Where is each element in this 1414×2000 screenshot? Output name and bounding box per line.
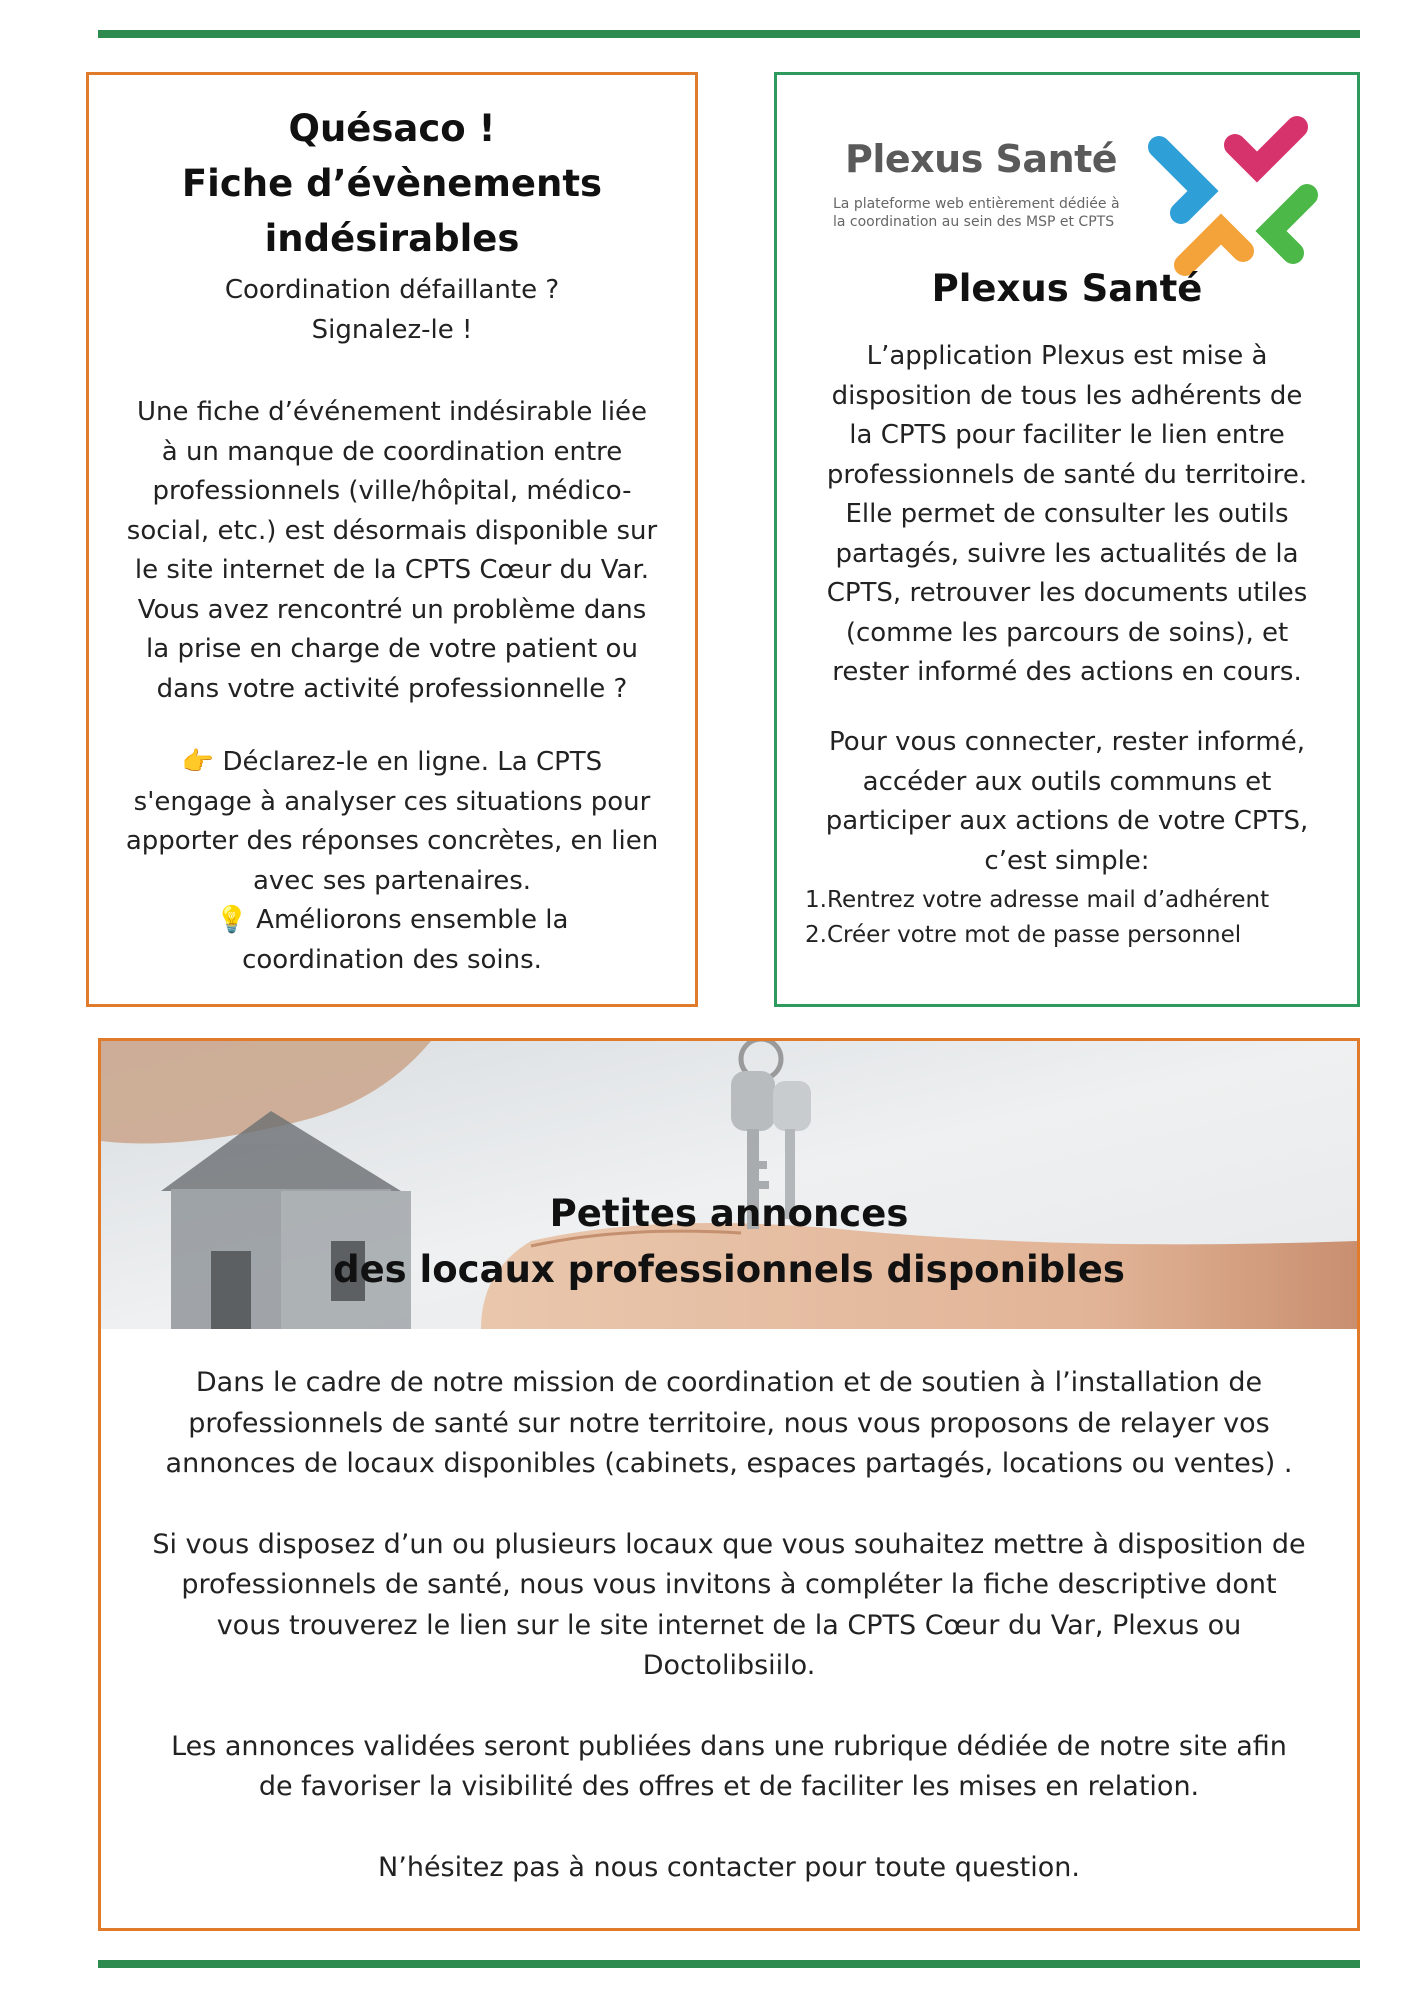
adverse-event-cta: [97, 743, 687, 980]
property-ads-text: [109, 1363, 1349, 1928]
body-line: professionnels de santé du territoire.: [826, 459, 1308, 490]
banner-title: [101, 1186, 1357, 1298]
body-line: la CPTS pour faciliter le lien entre: [849, 420, 1285, 450]
body-line: Une fiche d’événement indésirable liée: [136, 397, 648, 427]
top-green-rule: [98, 30, 1360, 38]
adverse-event-title: [89, 101, 695, 266]
body-line: N’hésitez pas à nous contacter pour toute question.: [378, 1851, 1080, 1883]
cta-line: avec ses partenaires.: [252, 865, 532, 896]
body-line: accéder aux outils communs et: [862, 766, 1272, 797]
body-line: disposition de tous les adhérents de: [831, 380, 1303, 411]
cta-line: apporter des réponses concrètes, en lien: [125, 826, 659, 856]
adverse-event-subtitle: [89, 271, 695, 350]
body-line: Dans le cadre de notre mission de coordination et de soutien à l’installation de: [195, 1367, 1263, 1398]
step-item: [805, 883, 1347, 918]
logo-tagline: [833, 195, 1120, 231]
body-line: Doctolibsiilo.: [642, 1650, 816, 1681]
body-line: partagés, suivre les actualités de la: [835, 538, 1299, 569]
title-line: indésirables: [264, 217, 520, 260]
step-number: 2.: [805, 922, 827, 948]
plexus-logo: [803, 95, 1323, 245]
title-line: Fiche d’évènements: [181, 162, 603, 205]
title-line: Quésaco !: [288, 107, 496, 150]
body-line: Pour vous connecter, rester informé,: [829, 727, 1305, 757]
body-line: c’est simple:: [984, 845, 1150, 876]
body-line: Les annonces validées seront publiées dans une rubrique dédiée de notre site afin: [171, 1730, 1287, 1762]
subtitle-line: Signalez-le !: [311, 314, 473, 345]
body-line: (comme les parcours de soins), et: [845, 617, 1289, 648]
body-line: le site internet de la CPTS Cœur du Var.: [134, 555, 650, 585]
body-line: rester informé des actions en cours.: [832, 657, 1302, 687]
body-line: dans votre activité professionnelle ?: [156, 673, 628, 704]
step-item: [805, 918, 1347, 953]
paragraph: [109, 1525, 1349, 1687]
logo-wordmark: Plexus Santé: [845, 137, 1118, 181]
body-line: annonces de locaux disponibles (cabinets, espaces partagés, locations ou ventes) .: [165, 1448, 1293, 1479]
banner-title-line: Petites annonces: [549, 1192, 909, 1235]
body-line: Vous avez rencontré un problème dans: [137, 594, 647, 625]
paragraph: [109, 1727, 1349, 1808]
body-line: professionnels de santé, nous vous invitons à compléter la fiche descriptive dont: [181, 1569, 1277, 1600]
paragraph: [109, 1363, 1349, 1485]
body-line: social, etc.) est désormais disponible sur: [126, 515, 658, 546]
cta-line: [97, 901, 687, 941]
logo-tagline-line: La plateforme web entièrement dédiée à: [833, 196, 1120, 212]
cta-text: Déclarez-le en ligne. La CPTS: [222, 747, 603, 777]
subtitle-line: Coordination défaillante ?: [224, 275, 560, 305]
paragraph: [109, 1848, 1349, 1889]
plexus-cross-icon: [1125, 95, 1325, 285]
body-line: la prise en charge de votre patient ou: [146, 634, 638, 664]
logo-tagline-line: la coordination au sein des MSP et CPTS: [833, 214, 1115, 230]
plexus-card: [774, 72, 1360, 1007]
step-number: 1.: [805, 887, 827, 913]
bottom-green-rule: [98, 1960, 1360, 1968]
cta-line: [97, 743, 687, 783]
adverse-event-card: [86, 72, 698, 1007]
body-line: professionnels de santé sur notre territoire, nous vous proposons de relayer vos: [188, 1407, 1270, 1439]
plexus-title: Plexus Santé: [931, 267, 1203, 310]
banner-image: [101, 1041, 1357, 1329]
body-line: CPTS, retrouver les documents utiles: [826, 578, 1308, 608]
body-line: professionnels (ville/hôpital, médico-: [152, 476, 632, 506]
body-line: de favoriser la visibilité des offres et de faciliter les mises en relation.: [258, 1771, 1200, 1802]
body-line: à un manque de coordination entre: [161, 436, 623, 467]
body-line: Elle permet de consulter les outils: [845, 499, 1289, 529]
body-line: vous trouverez le lien sur le site internet de la CPTS Cœur du Var, Plexus ou: [216, 1609, 1242, 1641]
pointing-hand-icon: 👉: [181, 747, 215, 777]
body-line: Si vous disposez d’un ou plusieurs locaux que vous souhaitez mettre à disposition de: [152, 1528, 1306, 1560]
cta-text: Améliorons ensemble la: [256, 905, 569, 935]
property-ads-card: [98, 1038, 1360, 1931]
body-line: L’application Plexus est mise à: [866, 341, 1268, 371]
plexus-connect-text: [787, 723, 1347, 881]
cta-line: coordination des soins.: [242, 944, 542, 975]
lightbulb-icon: 💡: [215, 905, 248, 935]
banner-title-line: des locaux professionnels disponibles: [333, 1248, 1125, 1291]
cta-line: s'engage à analyser ces situations pour: [133, 786, 651, 817]
adverse-event-description: [103, 393, 681, 709]
body-line: participer aux actions de votre CPTS,: [825, 806, 1309, 836]
plexus-description: [787, 337, 1347, 693]
plexus-steps-list: [805, 883, 1347, 953]
step-text: Rentrez votre adresse mail d’adhérent: [827, 887, 1270, 913]
step-text: Créer votre mot de passe personnel: [827, 922, 1242, 948]
